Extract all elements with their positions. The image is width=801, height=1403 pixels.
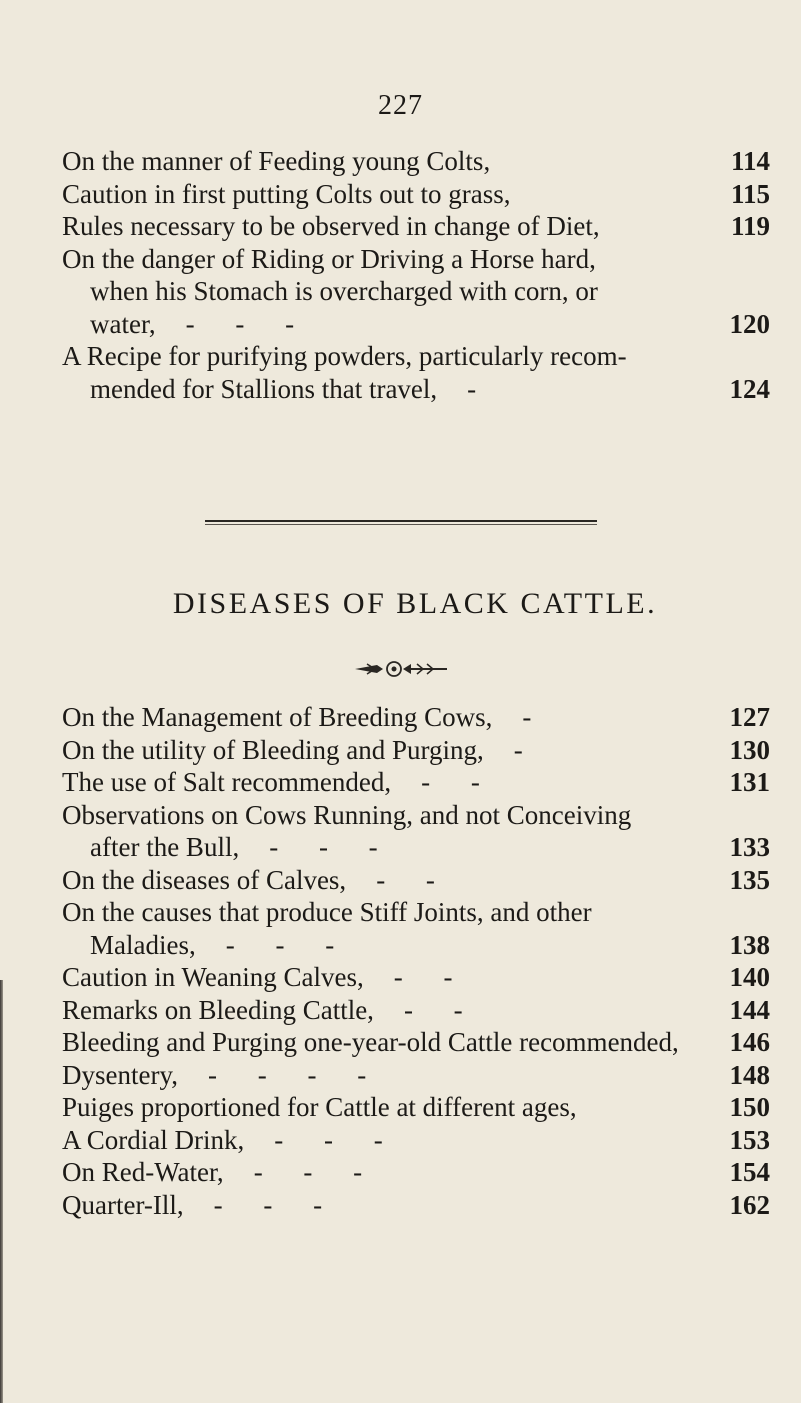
- entry-page: 114: [730, 146, 770, 176]
- toc-entry: [62, 766, 770, 799]
- entry-title: A Cordial Drink,: [62, 1124, 245, 1155]
- entry-page: 138: [729, 929, 770, 960]
- leader-dashes: - - -: [185, 308, 295, 339]
- entry-title-line2: after the Bull,: [90, 832, 240, 862]
- entry-title: On the diseases of Calves,: [62, 864, 347, 895]
- entry-title: On the Management of Breeding Cows,: [62, 702, 493, 732]
- entry-page: 127: [729, 702, 770, 732]
- entry-title-line1: On the danger of Riding or Driving a Horse hard,: [62, 243, 596, 274]
- entry-page: 115: [730, 178, 770, 209]
- toc-entry: [62, 961, 770, 994]
- entry-title: The use of Salt recommended,: [62, 767, 392, 797]
- toc-entry: [62, 701, 770, 734]
- contents-list-cattle: [62, 701, 770, 1221]
- entry-page: 144: [729, 994, 770, 1025]
- entry-title-line1: On the causes that produce Stiff Joints, and other: [62, 897, 592, 927]
- toc-entry: [62, 1124, 770, 1157]
- toc-entry: [62, 210, 770, 243]
- contents-list-horses: [62, 145, 770, 405]
- page-number: 227: [378, 90, 423, 121]
- entry-title: Dysentery,: [62, 1059, 178, 1090]
- leader-dashes: - -: [393, 962, 453, 992]
- toc-entry: [62, 1091, 770, 1124]
- entry-title: Bleeding and Purging one-year-old Cattle recommended,: [62, 1027, 679, 1057]
- entry-page: 154: [729, 1157, 770, 1187]
- entry-page: 119: [730, 211, 770, 241]
- entry-page: 153: [729, 1124, 770, 1155]
- entry-title-line2: when his Stomach is overcharged with corn, or: [90, 276, 598, 306]
- entry-title: Puiges proportioned for Cattle at different ages,: [62, 1092, 577, 1122]
- toc-entry: [62, 734, 770, 767]
- entry-page: 162: [729, 1189, 770, 1220]
- entry-page: 131: [729, 767, 770, 797]
- leader-dashes: -: [467, 373, 477, 404]
- toc-entry: [62, 799, 770, 864]
- leader-dashes: - -: [376, 864, 435, 895]
- entry-page: 140: [729, 962, 770, 992]
- toc-entry: [62, 994, 770, 1027]
- page-edge-shadow: [0, 980, 3, 1403]
- toc-entry: [62, 340, 770, 405]
- entry-page: 135: [729, 864, 770, 895]
- leader-dashes: - - -: [253, 1157, 363, 1187]
- toc-entry: [62, 145, 770, 178]
- leader-dashes: - - -: [225, 929, 335, 960]
- entry-title-line1: Observations on Cows Running, and not Conceiving: [62, 799, 632, 830]
- entry-page: 150: [729, 1092, 770, 1122]
- divider-rule-thin: [205, 524, 597, 525]
- entry-page: 120: [729, 308, 770, 339]
- entry-page: 148: [729, 1059, 770, 1090]
- entry-page: 124: [729, 373, 770, 404]
- entry-title-line3: water,: [90, 308, 156, 339]
- leader-dashes: - - -: [269, 832, 378, 862]
- toc-entry: [62, 864, 770, 897]
- toc-entry: [62, 1156, 770, 1189]
- divider-rule: [205, 520, 597, 522]
- entry-page: 133: [729, 832, 770, 862]
- entry-title: On the utility of Bleeding and Purging,: [62, 734, 484, 765]
- section-heading: DISEASES OF BLACK CATTLE.: [172, 587, 658, 620]
- toc-entry: [62, 178, 770, 211]
- leader-dashes: - - -: [213, 1189, 323, 1220]
- entry-title-line2: Maladies,: [90, 929, 196, 960]
- leader-dashes: - - - -: [207, 1059, 367, 1090]
- toc-entry: [62, 1189, 770, 1222]
- entry-title: Rules necessary to be observed in change of Diet,: [62, 211, 600, 241]
- leader-dashes: - - -: [274, 1124, 383, 1155]
- leader-dashes: - -: [403, 994, 463, 1025]
- entry-title: On Red-Water,: [62, 1157, 224, 1187]
- entry-title-line1: A Recipe for purifying powders, particularly recom-: [62, 341, 627, 371]
- entry-page: 146: [729, 1027, 770, 1057]
- leader-dashes: -: [522, 702, 532, 732]
- entry-title: Caution in first putting Colts out to grass,: [62, 178, 511, 209]
- toc-entry: [62, 896, 770, 961]
- toc-entry: [62, 243, 770, 341]
- entry-title: Remarks on Bleeding Cattle,: [62, 994, 374, 1025]
- entry-title: On the manner of Feeding young Colts,: [62, 146, 491, 176]
- toc-entry: [62, 1059, 770, 1092]
- entry-title-line2: mended for Stallions that travel,: [90, 373, 438, 404]
- entry-title: Caution in Weaning Calves,: [62, 962, 364, 992]
- entry-page: 130: [729, 734, 770, 765]
- leader-dashes: -: [513, 734, 523, 765]
- toc-entry: [62, 1026, 770, 1059]
- ornament-icon: [353, 658, 449, 680]
- leader-dashes: - -: [421, 767, 480, 797]
- entry-title: Quarter-Ill,: [62, 1189, 184, 1220]
